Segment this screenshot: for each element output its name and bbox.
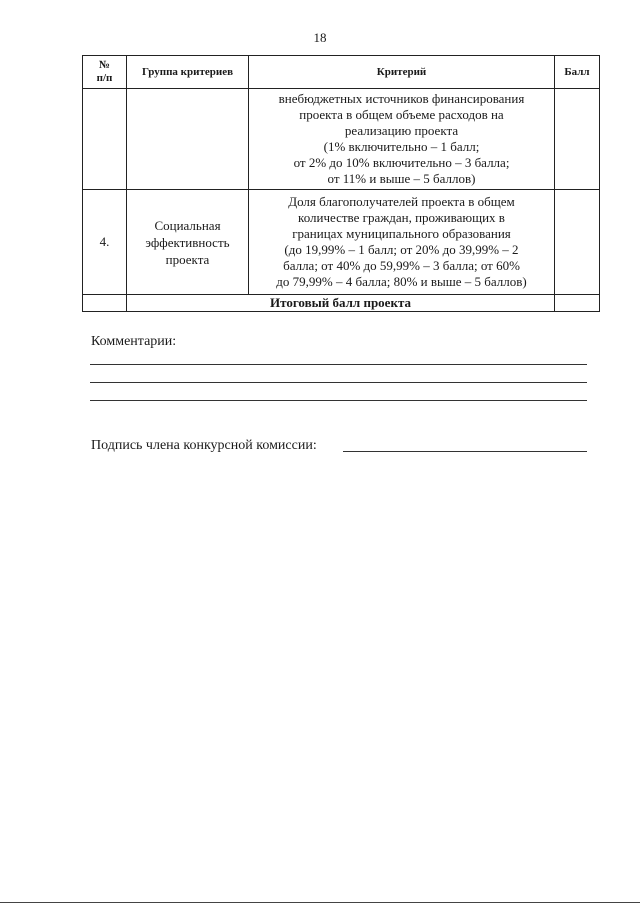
criterion-line: (до 19,99% – 1 балл; от 20% до 39,99% – 2 xyxy=(284,242,519,257)
group-line: Социальная xyxy=(154,217,221,233)
header-criterion: Критерий xyxy=(249,56,555,89)
criterion-line: от 2% до 10% включительно – 3 балла; xyxy=(293,155,510,170)
criteria-table xyxy=(82,55,600,312)
comment-line xyxy=(90,364,587,365)
comment-line xyxy=(90,382,587,383)
total-score-cell xyxy=(555,295,600,312)
cell-num xyxy=(83,89,127,190)
signature-line xyxy=(343,451,587,452)
cell-num: 4. xyxy=(83,190,127,295)
criterion-line: (1% включительно – 1 балл; xyxy=(323,139,480,154)
criterion-line: до 79,99% – 4 балла; 80% и выше – 5 баллов) xyxy=(276,274,527,289)
criterion-line: внебюджетных источников финансирования xyxy=(278,91,525,106)
comments-label: Комментарии: xyxy=(91,334,177,349)
criterion-line: границах муниципального образования xyxy=(292,226,511,241)
cell-score xyxy=(555,89,600,190)
signature-label: Подпись члена конкурсной комиссии: xyxy=(91,438,317,453)
comment-line xyxy=(90,400,587,401)
cell-group xyxy=(127,89,249,190)
criterion-line: балла; от 40% до 59,99% – 3 балла; от 60% xyxy=(283,258,520,273)
criterion-line: от 11% и выше – 5 баллов) xyxy=(327,171,476,186)
criterion-line: проекта в общем объеме расходов на xyxy=(299,107,504,122)
page-bottom-rule xyxy=(0,902,640,903)
total-label: Итоговый балл проекта xyxy=(127,295,555,312)
total-row xyxy=(83,295,600,312)
cell-num xyxy=(83,295,127,312)
table-header-row xyxy=(83,56,600,89)
group-line: проекта xyxy=(165,251,210,267)
cell-criterion xyxy=(249,89,555,190)
table-row xyxy=(83,190,600,295)
cell-group xyxy=(127,190,249,295)
page-number: 18 xyxy=(313,30,327,45)
header-num-label: № п/п xyxy=(96,59,113,84)
table-row xyxy=(83,89,600,190)
criterion-line: реализацию проекта xyxy=(344,123,459,138)
criterion-line: Доля благополучателей проекта в общем xyxy=(288,194,515,209)
cell-score xyxy=(555,190,600,295)
header-num xyxy=(83,56,127,89)
header-group: Группа критериев xyxy=(127,56,249,89)
criterion-line: количестве граждан, проживающих в xyxy=(298,210,505,225)
cell-criterion xyxy=(249,190,555,295)
header-score: Балл xyxy=(555,56,600,89)
group-line: эффективность xyxy=(145,234,230,250)
